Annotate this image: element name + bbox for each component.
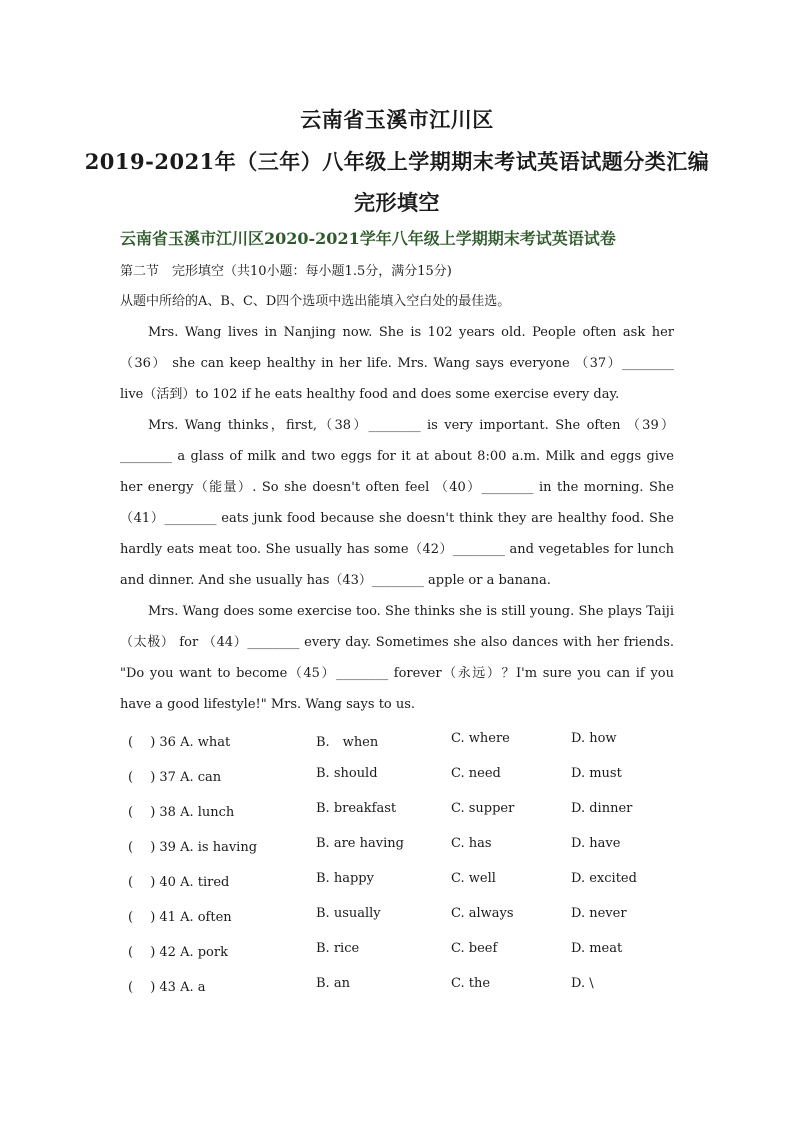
option-b: B. happy <box>316 871 374 886</box>
option-d: D. excited <box>571 871 637 886</box>
question-row <box>120 758 680 793</box>
option-b: B. an <box>316 976 350 991</box>
doc-title-type: 完形填空 <box>354 190 440 215</box>
option-c: C. need <box>451 766 501 781</box>
option-c: C. where <box>451 731 510 746</box>
question-row <box>120 723 680 758</box>
question-row <box>120 828 680 863</box>
option-b: B. are having <box>316 836 404 851</box>
option-d: D. never <box>571 906 627 921</box>
option-d: D. meat <box>571 941 623 956</box>
question-stem-option-a: ( ) 42 A. pork <box>128 945 228 960</box>
question-stem-option-a: ( ) 41 A. often <box>128 910 232 925</box>
option-c: C. supper <box>451 801 515 816</box>
option-b: B. usually <box>316 906 381 921</box>
passage-paragraph: Mrs. Wang thinks，first,（38）________ is very important. She often （39）________ a glass of milk and two eggs for it at about 8:00 a.m. Milk and eggs give her energy（能量）. So she doesn't often feel （40）________ in the morning. She （41）________ eats junk food because she doesn't think they are healthy food. She hardly eats meat too. She usually has some（42）________ and vegetables for lunch and dinner. And she usually has（43）________ apple or a banana. <box>120 418 674 588</box>
option-c: C. beef <box>451 941 498 956</box>
cloze-passage <box>120 317 674 720</box>
option-c: C. the <box>451 976 491 991</box>
option-b: B. rice <box>316 941 360 956</box>
question-stem-option-a: ( ) 39 A. is having <box>128 840 258 855</box>
option-c: C. has <box>451 836 492 851</box>
question-stem-option-a: ( ) 38 A. lunch <box>128 805 235 820</box>
question-row <box>120 968 680 1003</box>
passage-paragraph: Mrs. Wang does some exercise too. She thinks she is still young. She plays Taiji（太极） for （44）________ every day. Sometimes she also dances with her friends. "Do you want to become（45）________ forever（永远）？I'm sure you can if you have a good lifestyle!" Mrs. Wang says to us. <box>120 604 674 712</box>
option-b: B. should <box>316 766 378 781</box>
option-d: D. \ <box>571 976 594 991</box>
section-heading: 第二节 完形填空（共10小题：每小题1.5分，满分15分) <box>120 264 452 279</box>
question-row <box>120 898 680 933</box>
doc-title-region: 云南省玉溪市江川区 <box>300 107 494 132</box>
option-d: D. have <box>571 836 621 851</box>
answer-options <box>120 723 680 1003</box>
option-b: B. breakfast <box>316 801 397 816</box>
option-c: C. well <box>451 871 496 886</box>
question-stem-option-a: ( ) 37 A. can <box>128 770 222 785</box>
question-stem-option-a: ( ) 36 A. what <box>128 735 231 750</box>
exam-title: 云南省玉溪市江川区2020-2021学年八年级上学期期末考试英语试卷 <box>120 229 616 248</box>
option-d: D. how <box>571 731 617 746</box>
option-d: D. dinner <box>571 801 633 816</box>
question-row <box>120 933 680 968</box>
option-d: D. must <box>571 766 622 781</box>
question-row <box>120 863 680 898</box>
question-stem-option-a: ( ) 43 A. a <box>128 980 206 995</box>
question-stem-option-a: ( ) 40 A. tired <box>128 875 230 890</box>
question-row <box>120 793 680 828</box>
doc-title-main: 2019-2021年（三年）八年级上学期期末考试英语试题分类汇编 <box>84 149 710 174</box>
option-c: C. always <box>451 906 514 921</box>
option-b: B. when <box>316 735 379 750</box>
instructions: 从题中所给的A、B、C、D四个选项中选出能填入空白处的最佳选。 <box>120 294 511 309</box>
passage-paragraph: Mrs. Wang lives in Nanjing now. She is 102 years old. People often ask her （36） she can keep healthy in her life. Mrs. Wang says everyone （37）________ live（活到）to 102 if he eats healthy food and does some exercise every day. <box>120 325 674 402</box>
